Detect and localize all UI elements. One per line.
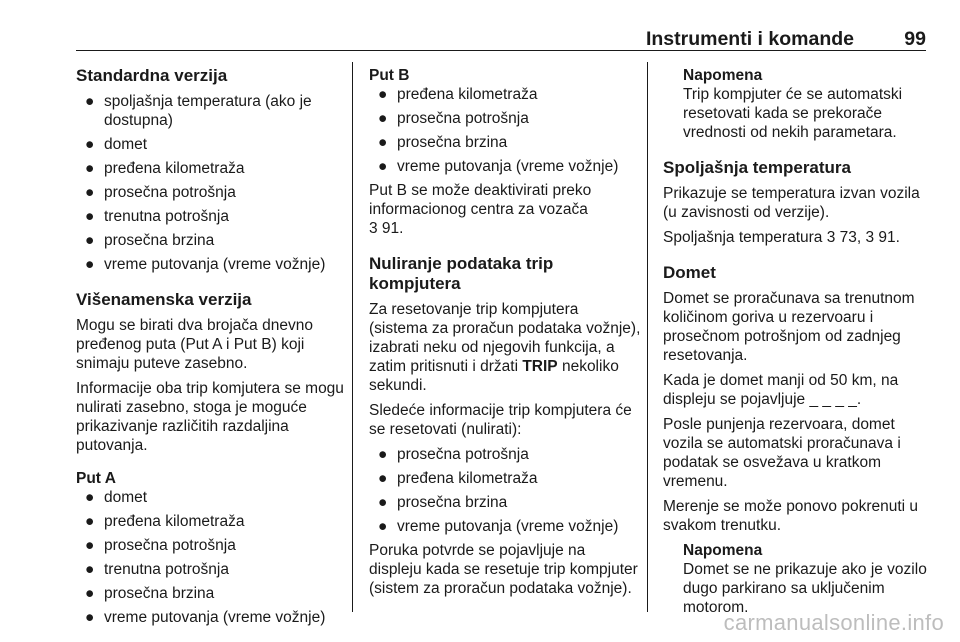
bullet-icon: ● [378, 110, 388, 127]
reset-list [369, 445, 641, 536]
paragraph: Sledeće informacije trip kompjutera će se resetovati (nulirati): [369, 402, 632, 438]
bullet-icon: ● [85, 513, 95, 530]
note-text: Trip kompjuter će se automatski resetovati kada se prekorače vrednosti od nekih parametara. [683, 86, 903, 141]
bullet-icon: ● [378, 494, 388, 511]
bullet-icon: ● [85, 609, 95, 626]
list-item: ● domet [85, 489, 148, 506]
heading-domet: Domet [663, 263, 716, 282]
list-item: ● pređena kilometraža [85, 513, 245, 530]
bullet-icon: ● [378, 518, 388, 535]
list-item: ● prosečna potrošnja [378, 446, 529, 463]
heading-put-b: Put B [369, 67, 410, 84]
watermark: carmanualsonline.info [723, 610, 944, 635]
note-box [663, 541, 927, 617]
paragraph: Merenje se može ponovo pokrenuti u svakom trenutku. [663, 498, 919, 534]
column-3 [663, 62, 927, 623]
paragraph: Poruka potvrde se pojavljuje na displeju kada se resetuje trip kompjuter (sistem za proračun podataka vožnje). [369, 542, 638, 597]
paragraph: Mogu se birati dva brojača dnevno pređenog puta (Put A i Put B) koji snimaju puteve zasebno. [76, 317, 313, 372]
list-item: ● prosečna potrošnja [378, 110, 529, 127]
header-rule [76, 50, 926, 51]
list-item: ● prosečna potrošnja [85, 184, 236, 201]
note-title: Napomena [683, 67, 763, 84]
bullet-icon: ● [85, 184, 95, 201]
bullet-icon: ● [85, 585, 95, 602]
bullet-icon: ● [378, 158, 388, 175]
note-text: Domet se ne prikazuje ako je vozilo dugo parkirano sa uključenim motorom. [683, 561, 927, 616]
paragraph: Informacije oba trip komjutera se mogu nulirati zasebno, stoga je moguće prikazivanje različitih razdaljina putovanja. [76, 380, 344, 454]
list-item: ● prosečna brzina [378, 134, 508, 151]
heading-temperature: Spoljašnja temperatura [663, 158, 852, 177]
heading-standard: Standardna verzija [76, 66, 228, 85]
list-item: ● spoljašnja temperatura (ako je dostupna) [85, 93, 312, 129]
paragraph: Kada je domet manji od 50 km, na displeju se pojavljuje _ _ _ _. [663, 372, 899, 408]
note-box [663, 66, 927, 142]
bullet-icon: ● [85, 489, 95, 506]
list-item: ● prosečna brzina [378, 494, 508, 511]
standard-list [76, 92, 346, 274]
list-item: ● trenutna potrošnja [85, 561, 229, 578]
bullet-icon: ● [378, 86, 388, 103]
bullet-icon: ● [378, 134, 388, 151]
note-title: Napomena [683, 542, 763, 559]
bullet-icon: ● [85, 256, 95, 273]
paragraph: Za resetovanje trip kompjutera (sistema za proračun podataka vožnje), izabrati neku od njegovih funkcija, a zatim pritisnuti i držati TRIP nekoliko sekundi. [369, 301, 641, 394]
header-title: Instrumenti i komande [645, 28, 854, 50]
bullet-icon: ● [378, 470, 388, 487]
bullet-icon: ● [85, 93, 95, 110]
bullet-icon: ● [378, 446, 388, 463]
paragraph: Domet se proračunava sa trenutnom količinom goriva u rezervoaru i prosečnom potrošnjom od zadnjeg resetovanja. [663, 290, 915, 364]
list-item: ● trenutna potrošnja [85, 208, 229, 225]
list-item: ● pređena kilometraža [85, 160, 245, 177]
list-item: ● pređena kilometraža [378, 470, 538, 487]
bullet-icon: ● [85, 208, 95, 225]
bullet-icon: ● [85, 537, 95, 554]
column-divider-1 [352, 62, 353, 612]
put-b-list [369, 85, 641, 176]
column-2 [369, 62, 641, 604]
put-a-list [76, 488, 346, 627]
list-item: ● pređena kilometraža [378, 86, 538, 103]
heading-reset: Nuliranje podataka trip kompjutera [369, 254, 554, 293]
paragraph: Put B se može deaktivirati preko informacionog centra za vozača 3 91. [369, 182, 592, 237]
heading-multi: Višenamenska verzija [76, 290, 252, 309]
page-reference: 3 91. [369, 220, 404, 237]
list-item: ● domet [85, 136, 148, 153]
list-item: ● vreme putovanja (vreme vožnje) [85, 256, 326, 273]
list-item: ● prosečna brzina [85, 232, 215, 249]
list-item: ● vreme putovanja (vreme vožnje) [378, 158, 619, 175]
list-item: ● prosečna potrošnja [85, 537, 236, 554]
trip-key-label: TRIP [522, 358, 558, 375]
list-item: ● prosečna brzina [85, 585, 215, 602]
list-item: ● vreme putovanja (vreme vožnje) [378, 518, 619, 535]
page-number: 99 [904, 28, 926, 50]
column-divider-2 [647, 62, 648, 612]
heading-put-a: Put A [76, 470, 116, 487]
bullet-icon: ● [85, 136, 95, 153]
column-1 [76, 62, 346, 632]
paragraph: Prikazuje se temperatura izvan vozila (u zavisnosti od verzije). [663, 185, 920, 221]
list-item: ● vreme putovanja (vreme vožnje) [85, 609, 326, 626]
bullet-icon: ● [85, 160, 95, 177]
bullet-icon: ● [85, 561, 95, 578]
paragraph: Spoljašnja temperatura 3 73, 3 91. [663, 229, 900, 246]
paragraph: Posle punjenja rezervoara, domet vozila se automatski proračunava i podatak se osvežava u kratkom vremenu. [663, 416, 901, 490]
bullet-icon: ● [85, 232, 95, 249]
